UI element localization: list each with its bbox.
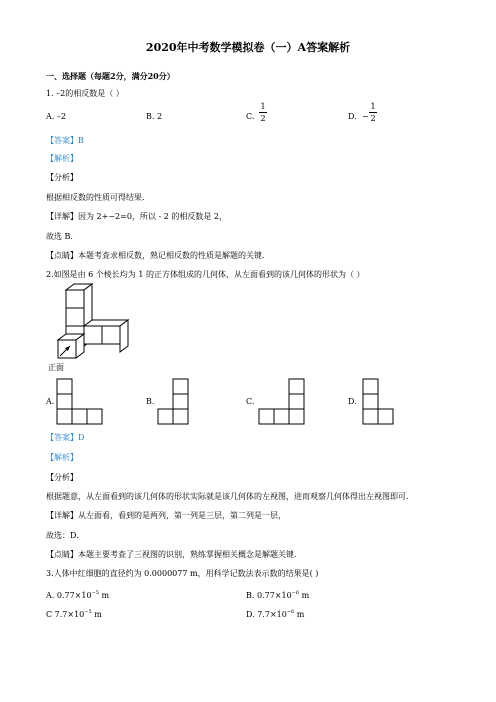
q2-answer: 【答案】D	[46, 433, 85, 442]
section-heading: 一、选择题（每题2分，满分20分）	[46, 71, 175, 81]
q1-detail: 【详解】因为 2+−2=0，所以 - 2 的相反数是 2，	[46, 212, 227, 221]
q3-option-a-base: A. 0.77×10	[46, 591, 92, 600]
q3-option-c	[46, 607, 102, 620]
page-title: 2020年中考数学模拟卷（一）A答案解析	[145, 41, 351, 54]
q2-comment: 【点睛】本题主要考查了三视图的识别，熟练掌握相关概念是解题关键.	[46, 550, 297, 559]
q2-option-d-figure	[362, 378, 402, 428]
q3-option-b-exponent: −6	[291, 590, 300, 596]
q2-option-a-figure	[56, 378, 106, 428]
q3-option-d-unit: m	[294, 610, 305, 619]
q2-option-c-figure	[258, 378, 308, 428]
q1-option-c-numerator: 1	[260, 102, 266, 111]
q1-option-c-label: C.	[246, 112, 255, 121]
q1-option-d-numerator: 1	[370, 102, 376, 111]
q3-option-b-base: B. 0.77×10	[246, 591, 292, 600]
q1-option-c-denominator: 2	[260, 114, 266, 123]
q1-jiexi: 【解析】	[46, 154, 78, 163]
q2-front-label: 正面	[48, 363, 64, 372]
q3-option-a-exponent: −5	[91, 590, 99, 596]
q1-option-a: A. –2	[46, 112, 66, 121]
q1-stem: 1. –2的相反数是（ ）	[46, 89, 124, 98]
q2-stem: 2.如图是由 6 个棱长均为 1 的正方体组成的几何体，从左面看到的该几何体的形状为（ ）	[46, 270, 365, 279]
q2-jiexi: 【解析】	[46, 453, 78, 462]
q3-option-c-unit: m	[91, 610, 102, 619]
q1-option-d-sign: −	[362, 112, 369, 121]
q1-option-d-label: D.	[348, 112, 357, 121]
q2-conclusion: 故选：D．	[46, 531, 85, 540]
q1-option-c-fraction	[259, 102, 267, 123]
q1-comment: 【点睛】本题考查求相反数，熟记相反数的性质是解题的关键．	[46, 251, 270, 260]
q3-option-c-exponent: −5	[84, 609, 92, 615]
q3-option-d-exponent: −6	[286, 609, 295, 615]
q3-stem: 3.人体中红细胞的直径约为 0.0000077 m，用科学记数法表示数的结果是( )	[46, 569, 319, 578]
q2-option-c-label: C.	[246, 397, 255, 406]
q1-option-d-fraction	[369, 102, 377, 123]
q3-option-b	[246, 588, 309, 601]
q2-cube-figure	[46, 282, 146, 362]
q2-option-b-label: B.	[146, 397, 155, 406]
q2-option-d-label: D.	[348, 397, 357, 406]
q3-option-a-unit: m	[98, 591, 110, 600]
q2-option-a-label: A.	[46, 397, 55, 406]
q3-option-c-base: C 7.7×10	[46, 610, 85, 619]
q2-fenxi: 根据题意，从左面看到的该几何体的形状实际就是该几何体的左视图，进而观察几何体得出左视图即可.	[46, 492, 409, 501]
q2-detail: 【详解】从左面看，看到的是两列，第一列是三层，第二列是一层，	[46, 511, 286, 520]
q2-option-b-figure	[157, 378, 197, 428]
q1-option-b: B. 2	[146, 112, 163, 121]
q3-option-d	[246, 607, 304, 620]
q2-fenxi-tag: 【分析】	[46, 473, 78, 482]
q3-option-b-unit: m	[299, 591, 310, 600]
q3-option-d-base: D. 7.7×10	[246, 610, 287, 619]
q1-fenxi-tag: 【分析】	[46, 173, 78, 182]
q1-option-d-denominator: 2	[370, 114, 376, 123]
q1-fenxi: 根据相反数的性质可得结果.	[46, 193, 145, 202]
q1-answer: 【答案】B	[46, 136, 84, 145]
q3-option-a	[46, 588, 109, 601]
q1-conclusion: 故选 B．	[46, 232, 79, 241]
